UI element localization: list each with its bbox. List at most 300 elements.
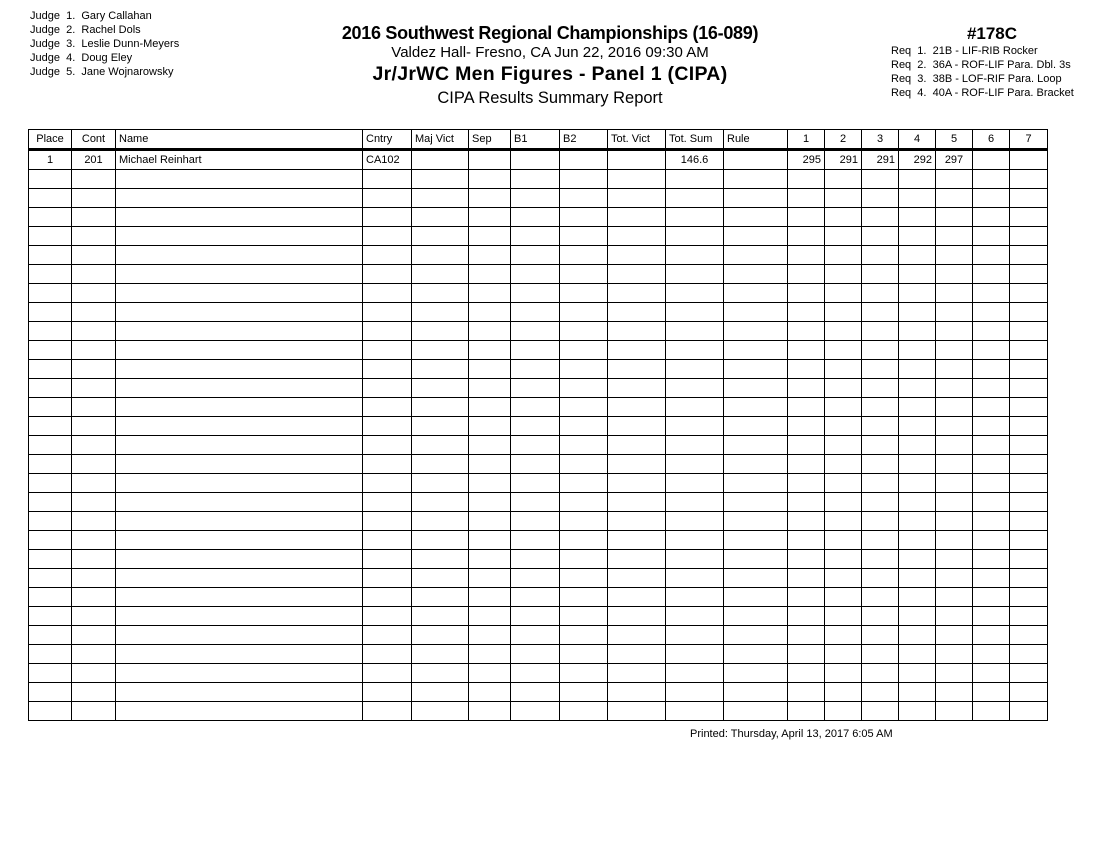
empty-cell <box>363 265 412 284</box>
empty-cell <box>608 645 666 664</box>
empty-cell <box>788 227 825 246</box>
col-judge-2: 2 <box>825 130 862 150</box>
table-row <box>29 150 1048 170</box>
cell-sep <box>469 150 511 170</box>
empty-cell <box>973 284 1010 303</box>
empty-cell <box>973 341 1010 360</box>
cell-name: Michael Reinhart <box>116 150 363 170</box>
empty-cell <box>1010 303 1048 322</box>
empty-cell <box>469 265 511 284</box>
empty-cell <box>116 607 363 626</box>
empty-cell <box>560 379 608 398</box>
empty-cell <box>899 531 936 550</box>
empty-cell <box>412 360 469 379</box>
empty-cell <box>412 189 469 208</box>
empty-cell <box>936 493 973 512</box>
empty-cell <box>973 436 1010 455</box>
empty-cell <box>899 379 936 398</box>
table-row <box>29 189 1048 208</box>
table-row <box>29 683 1048 702</box>
empty-cell <box>1010 569 1048 588</box>
empty-cell <box>560 645 608 664</box>
empty-cell <box>469 626 511 645</box>
empty-cell <box>560 246 608 265</box>
judge-3: Judge 3. Leslie Dunn-Meyers <box>30 38 180 50</box>
empty-cell <box>936 683 973 702</box>
cell-judge-1: 295 <box>788 150 825 170</box>
empty-cell <box>72 455 116 474</box>
competition-title: 2016 Southwest Regional Championships (16-089) <box>341 23 759 43</box>
empty-cell <box>724 702 788 721</box>
empty-cell <box>724 436 788 455</box>
empty-cell <box>72 607 116 626</box>
empty-cell <box>788 626 825 645</box>
empty-cell <box>973 189 1010 208</box>
empty-cell <box>899 227 936 246</box>
empty-cell <box>72 512 116 531</box>
empty-cell <box>363 322 412 341</box>
empty-cell <box>899 550 936 569</box>
empty-cell <box>724 455 788 474</box>
empty-cell <box>511 284 560 303</box>
empty-cell <box>363 683 412 702</box>
empty-cell <box>936 702 973 721</box>
empty-cell <box>29 588 72 607</box>
empty-cell <box>608 512 666 531</box>
empty-cell <box>608 379 666 398</box>
empty-cell <box>1010 284 1048 303</box>
empty-cell <box>862 265 899 284</box>
empty-cell <box>936 170 973 189</box>
empty-cell <box>560 265 608 284</box>
empty-cell <box>363 379 412 398</box>
empty-cell <box>899 455 936 474</box>
empty-cell <box>469 645 511 664</box>
empty-cell <box>899 170 936 189</box>
empty-cell <box>116 417 363 436</box>
empty-cell <box>1010 550 1048 569</box>
empty-cell <box>862 645 899 664</box>
empty-cell <box>899 284 936 303</box>
empty-cell <box>724 379 788 398</box>
empty-cell <box>363 436 412 455</box>
empty-cell <box>608 398 666 417</box>
empty-cell <box>788 550 825 569</box>
empty-cell <box>608 227 666 246</box>
requirement-1: Req 1. 21B - LIF-RIB Rocker <box>891 45 1038 57</box>
empty-cell <box>899 322 936 341</box>
empty-cell <box>412 645 469 664</box>
empty-cell <box>363 664 412 683</box>
empty-cell <box>511 531 560 550</box>
empty-cell <box>363 398 412 417</box>
empty-cell <box>936 360 973 379</box>
empty-cell <box>116 531 363 550</box>
empty-cell <box>899 303 936 322</box>
empty-cell <box>899 512 936 531</box>
empty-cell <box>511 303 560 322</box>
empty-cell <box>666 436 724 455</box>
table-row <box>29 645 1048 664</box>
empty-cell <box>608 436 666 455</box>
judges-list <box>30 9 179 79</box>
cell-judge-4: 292 <box>899 150 936 170</box>
col-tot-sum: Tot. Sum <box>666 130 724 150</box>
empty-cell <box>116 626 363 645</box>
empty-cell <box>469 569 511 588</box>
table-row <box>29 265 1048 284</box>
judge-5: Judge 5. Jane Wojnarowsky <box>30 66 174 78</box>
empty-cell <box>973 246 1010 265</box>
empty-cell <box>116 265 363 284</box>
empty-cell <box>363 645 412 664</box>
empty-cell <box>936 588 973 607</box>
empty-cell <box>560 683 608 702</box>
empty-cell <box>724 569 788 588</box>
cell-judge-5: 297 <box>936 150 973 170</box>
empty-cell <box>72 702 116 721</box>
table-row <box>29 607 1048 626</box>
empty-cell <box>469 398 511 417</box>
empty-cell <box>511 379 560 398</box>
table-row <box>29 284 1048 303</box>
empty-cell <box>412 303 469 322</box>
empty-cell <box>724 531 788 550</box>
empty-cell <box>29 683 72 702</box>
empty-cell <box>363 303 412 322</box>
empty-cell <box>788 303 825 322</box>
empty-cell <box>29 436 72 455</box>
empty-cell <box>1010 189 1048 208</box>
empty-cell <box>72 626 116 645</box>
empty-cell <box>788 664 825 683</box>
empty-cell <box>1010 512 1048 531</box>
judge-2: Judge 2. Rachel Dols <box>30 24 141 36</box>
requirement-4: Req 4. 40A - ROF-LIF Para. Bracket <box>891 87 1074 99</box>
empty-cell <box>724 189 788 208</box>
empty-cell <box>560 341 608 360</box>
empty-cell <box>469 683 511 702</box>
empty-cell <box>1010 683 1048 702</box>
empty-cell <box>973 531 1010 550</box>
empty-cell <box>666 607 724 626</box>
empty-cell <box>608 531 666 550</box>
empty-cell <box>511 645 560 664</box>
empty-cell <box>29 569 72 588</box>
empty-cell <box>788 645 825 664</box>
col-maj-vict: Maj Vict <box>412 130 469 150</box>
empty-cell <box>608 322 666 341</box>
empty-cell <box>72 189 116 208</box>
empty-cell <box>469 227 511 246</box>
empty-cell <box>511 436 560 455</box>
empty-cell <box>788 417 825 436</box>
empty-cell <box>29 531 72 550</box>
empty-cell <box>412 455 469 474</box>
col-judge-1: 1 <box>788 130 825 150</box>
col-judge-6: 6 <box>973 130 1010 150</box>
empty-cell <box>511 550 560 569</box>
empty-cell <box>862 417 899 436</box>
empty-cell <box>936 569 973 588</box>
empty-cell <box>72 341 116 360</box>
empty-cell <box>560 170 608 189</box>
empty-cell <box>724 588 788 607</box>
empty-cell <box>973 303 1010 322</box>
empty-cell <box>825 189 862 208</box>
empty-cell <box>666 455 724 474</box>
empty-cell <box>788 569 825 588</box>
empty-cell <box>724 493 788 512</box>
empty-cell <box>973 379 1010 398</box>
empty-cell <box>899 341 936 360</box>
empty-cell <box>608 588 666 607</box>
empty-cell <box>469 474 511 493</box>
empty-cell <box>116 208 363 227</box>
empty-cell <box>973 360 1010 379</box>
cell-rule <box>724 150 788 170</box>
empty-cell <box>412 626 469 645</box>
empty-cell <box>666 360 724 379</box>
empty-cell <box>511 246 560 265</box>
empty-cell <box>825 303 862 322</box>
empty-cell <box>973 512 1010 531</box>
empty-cell <box>469 170 511 189</box>
empty-cell <box>825 645 862 664</box>
empty-cell <box>560 569 608 588</box>
empty-cell <box>825 227 862 246</box>
empty-cell <box>29 550 72 569</box>
empty-cell <box>29 512 72 531</box>
empty-cell <box>29 455 72 474</box>
empty-cell <box>116 664 363 683</box>
empty-cell <box>724 303 788 322</box>
col-judge-4: 4 <box>899 130 936 150</box>
empty-cell <box>116 303 363 322</box>
empty-cell <box>936 626 973 645</box>
empty-cell <box>560 531 608 550</box>
empty-cell <box>72 493 116 512</box>
empty-cell <box>936 284 973 303</box>
empty-cell <box>862 284 899 303</box>
empty-cell <box>899 645 936 664</box>
empty-cell <box>825 664 862 683</box>
requirement-3: Req 3. 38B - LOF-RIF Para. Loop <box>891 73 1062 85</box>
empty-cell <box>666 588 724 607</box>
table-row <box>29 493 1048 512</box>
empty-cell <box>973 455 1010 474</box>
requirement-2: Req 2. 36A - ROF-LIF Para. Dbl. 3s <box>891 59 1071 71</box>
col-judge-3: 3 <box>862 130 899 150</box>
empty-cell <box>511 208 560 227</box>
col-name: Name <box>116 130 363 150</box>
empty-cell <box>825 417 862 436</box>
empty-cell <box>666 417 724 436</box>
empty-cell <box>72 474 116 493</box>
empty-cell <box>560 284 608 303</box>
empty-cell <box>469 189 511 208</box>
empty-cell <box>469 360 511 379</box>
empty-cell <box>899 265 936 284</box>
empty-cell <box>825 512 862 531</box>
empty-cell <box>72 360 116 379</box>
empty-cell <box>973 322 1010 341</box>
empty-cell <box>29 645 72 664</box>
empty-cell <box>825 550 862 569</box>
empty-cell <box>825 569 862 588</box>
empty-cell <box>469 379 511 398</box>
empty-cell <box>116 436 363 455</box>
empty-cell <box>666 664 724 683</box>
empty-cell <box>608 360 666 379</box>
empty-cell <box>973 398 1010 417</box>
empty-cell <box>724 683 788 702</box>
empty-cell <box>511 493 560 512</box>
empty-cell <box>825 170 862 189</box>
empty-cell <box>608 664 666 683</box>
empty-cell <box>973 645 1010 664</box>
cell-b2 <box>560 150 608 170</box>
table-row <box>29 436 1048 455</box>
empty-cell <box>862 170 899 189</box>
empty-cell <box>511 607 560 626</box>
empty-cell <box>116 227 363 246</box>
empty-cell <box>511 569 560 588</box>
empty-cell <box>29 417 72 436</box>
table-row <box>29 588 1048 607</box>
empty-cell <box>72 284 116 303</box>
empty-cell <box>412 474 469 493</box>
empty-cell <box>973 493 1010 512</box>
empty-cell <box>666 265 724 284</box>
empty-cell <box>511 189 560 208</box>
empty-cell <box>666 189 724 208</box>
empty-cell <box>29 341 72 360</box>
empty-cell <box>469 455 511 474</box>
empty-cell <box>560 227 608 246</box>
empty-cell <box>72 379 116 398</box>
empty-cell <box>899 493 936 512</box>
empty-cell <box>560 588 608 607</box>
cell-place: 1 <box>29 150 72 170</box>
table-row <box>29 455 1048 474</box>
empty-cell <box>363 189 412 208</box>
empty-cell <box>469 341 511 360</box>
empty-cell <box>511 398 560 417</box>
empty-cell <box>788 322 825 341</box>
empty-cell <box>363 455 412 474</box>
empty-cell <box>412 702 469 721</box>
table-row <box>29 170 1048 189</box>
empty-cell <box>788 360 825 379</box>
empty-cell <box>608 702 666 721</box>
empty-cell <box>788 493 825 512</box>
empty-cell <box>116 588 363 607</box>
table-row <box>29 360 1048 379</box>
empty-cell <box>666 645 724 664</box>
empty-cell <box>825 588 862 607</box>
empty-cell <box>363 512 412 531</box>
empty-cell <box>511 417 560 436</box>
empty-cell <box>608 626 666 645</box>
empty-cell <box>511 455 560 474</box>
empty-cell <box>560 208 608 227</box>
empty-cell <box>469 512 511 531</box>
empty-cell <box>825 493 862 512</box>
empty-cell <box>973 569 1010 588</box>
empty-cell <box>560 626 608 645</box>
empty-cell <box>666 626 724 645</box>
empty-cell <box>608 189 666 208</box>
empty-cell <box>724 664 788 683</box>
empty-cell <box>511 341 560 360</box>
empty-cell <box>412 664 469 683</box>
empty-cell <box>608 569 666 588</box>
empty-cell <box>825 626 862 645</box>
table-row <box>29 398 1048 417</box>
empty-cell <box>724 626 788 645</box>
empty-cell <box>363 417 412 436</box>
empty-cell <box>862 360 899 379</box>
empty-cell <box>666 474 724 493</box>
empty-cell <box>511 512 560 531</box>
empty-cell <box>116 550 363 569</box>
empty-cell <box>936 379 973 398</box>
empty-cell <box>469 436 511 455</box>
empty-cell <box>1010 493 1048 512</box>
empty-cell <box>862 455 899 474</box>
empty-cell <box>116 398 363 417</box>
empty-cell <box>936 398 973 417</box>
empty-cell <box>29 664 72 683</box>
empty-cell <box>899 417 936 436</box>
empty-cell <box>936 227 973 246</box>
empty-cell <box>825 607 862 626</box>
empty-cell <box>724 322 788 341</box>
empty-cell <box>666 512 724 531</box>
empty-cell <box>72 683 116 702</box>
empty-cell <box>862 474 899 493</box>
empty-cell <box>936 436 973 455</box>
empty-cell <box>825 436 862 455</box>
empty-cell <box>973 227 1010 246</box>
empty-cell <box>511 265 560 284</box>
empty-cell <box>29 474 72 493</box>
empty-cell <box>412 170 469 189</box>
empty-cell <box>666 683 724 702</box>
empty-cell <box>469 322 511 341</box>
empty-cell <box>936 474 973 493</box>
empty-cell <box>1010 645 1048 664</box>
empty-cell <box>1010 607 1048 626</box>
empty-cell <box>412 512 469 531</box>
event-number: #178C <box>966 24 1018 43</box>
empty-cell <box>899 664 936 683</box>
empty-cell <box>412 322 469 341</box>
empty-cell <box>511 474 560 493</box>
empty-cell <box>724 417 788 436</box>
empty-cell <box>608 284 666 303</box>
empty-cell <box>862 531 899 550</box>
cell-cntry: CA102 <box>363 150 412 170</box>
empty-cell <box>899 436 936 455</box>
empty-cell <box>1010 588 1048 607</box>
empty-cell <box>1010 626 1048 645</box>
empty-cell <box>899 607 936 626</box>
table-row <box>29 227 1048 246</box>
col-judge-5: 5 <box>936 130 973 150</box>
empty-cell <box>363 360 412 379</box>
